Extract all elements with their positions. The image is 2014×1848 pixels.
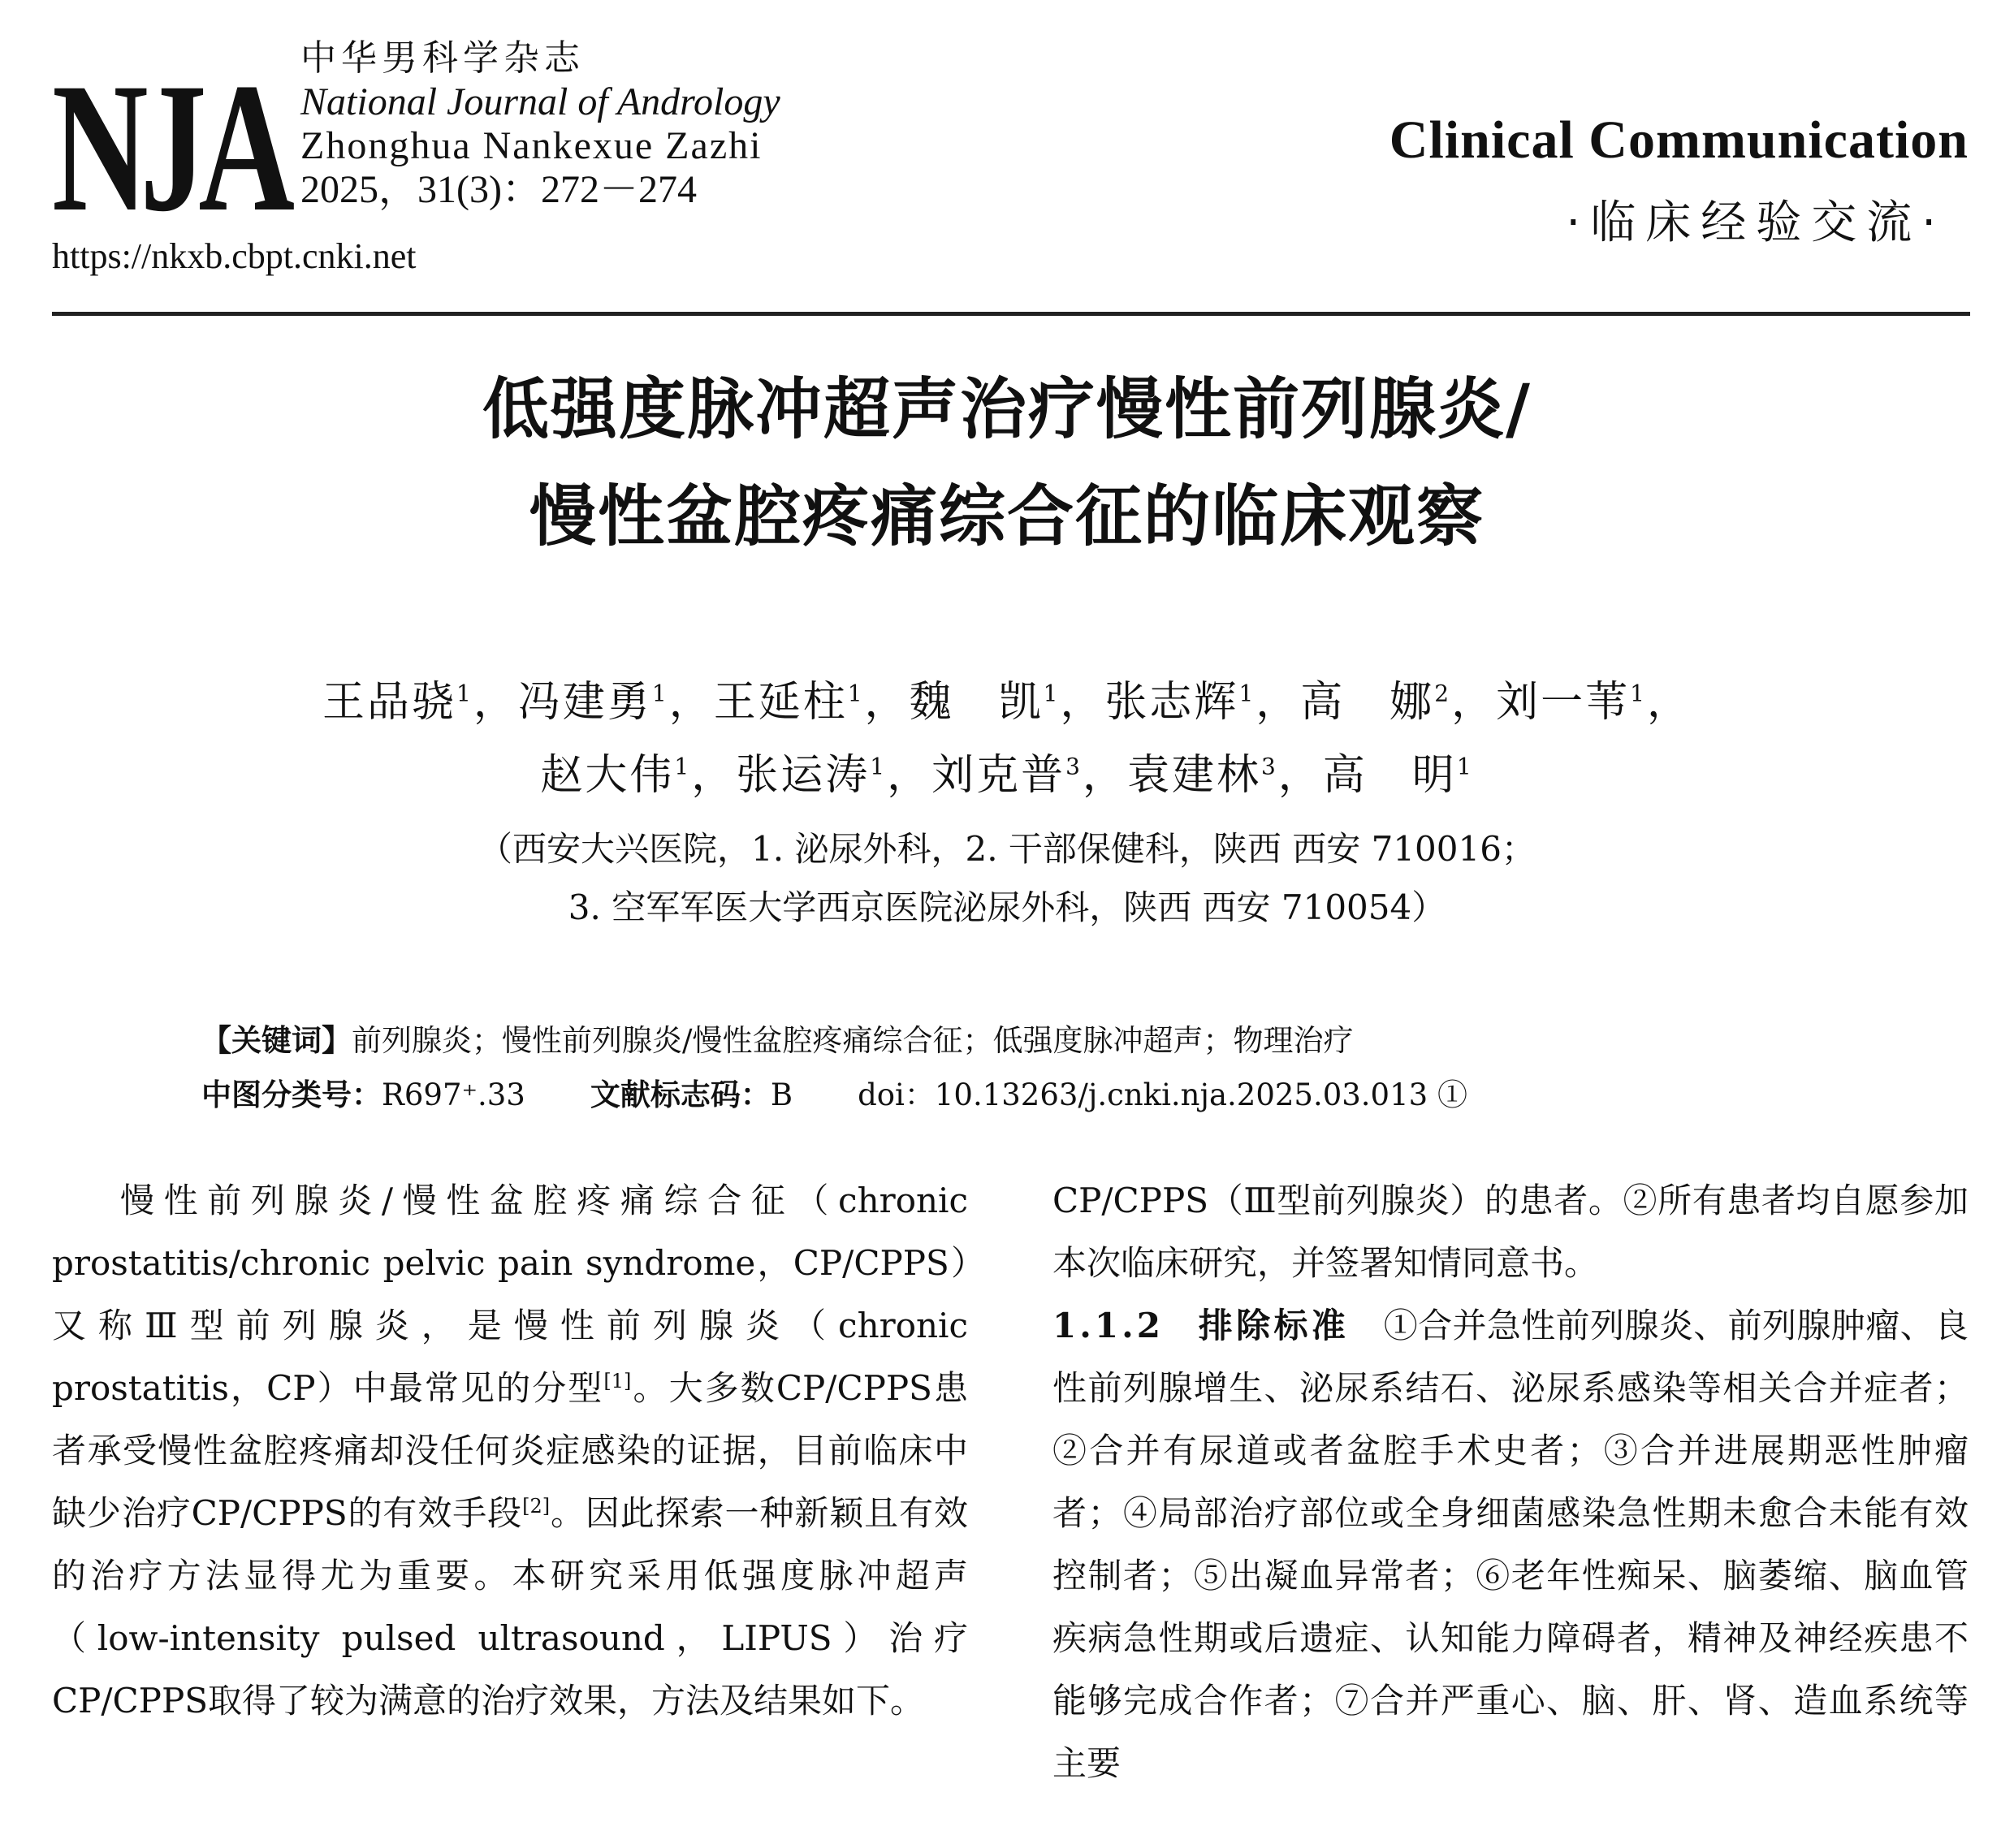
author-separator: ， (1451, 678, 1497, 727)
article-title-line: 低强度脉冲超声治疗慢性前列腺炎/ (482, 370, 1532, 448)
article-metadata (201, 1013, 1467, 1122)
keywords-row (201, 1013, 1467, 1068)
keywords-label: 【关键词】 (201, 1022, 352, 1058)
author-name: 张运涛 (736, 751, 871, 800)
author-affiliation-mark: 1 (1630, 680, 1647, 707)
author-separator: ， (1646, 678, 1692, 727)
clc-value: R697⁺.33 (382, 1077, 525, 1112)
author-name: 赵大伟 (540, 751, 675, 800)
body-text: 慢性前列腺炎/慢性盆腔疼痛综合征（chronic prostatitis/chronic pelvic pain syndrome，CP/CPPS）又称Ⅲ型前列腺炎，是慢性前列腺炎（chronic prostatitis，CP）中最常见的分型 (52, 1181, 968, 1408)
journal-name-en: National Journal of Andrology (300, 80, 780, 123)
author-name: 魏 凯 (909, 678, 1044, 727)
journal-issue: 2025，31(3)：272－274 (300, 168, 697, 211)
author-name: 王延柱 (713, 678, 848, 727)
header-divider (52, 312, 1970, 316)
author-name: 王品骁 (322, 678, 456, 727)
journal-masthead (52, 32, 1969, 325)
author-affiliation-mark: 3 (1260, 753, 1278, 780)
body-text: ①合并急性前列腺炎、前列腺肿瘤、良性前列腺增生、泌尿系结石、泌尿系感染等相关合并症者；②合并有尿道或者盆腔手术史者；③合并进展期恶性肿瘤者；④局部治疗部位或全身细菌感染急性期未愈合未能有效控制者；⑤出凝血异常者；⑥老年性痴呆、脑萎缩、脑血管疾病急性期或后遗症、认知能力障碍者，精神及神经疾患不能够完成合作者；⑦合并严重心、脑、肝、肾、造血系统等主要 (1052, 1306, 1969, 1783)
keywords-text: 前列腺炎；慢性前列腺炎/慢性盆腔疼痛综合征；低强度脉冲超声；物理治疗 (352, 1023, 1354, 1058)
subsection-title: 排除标准 (1198, 1306, 1350, 1345)
section-title-en: Clinical Communication (1389, 110, 1969, 170)
body-paragraph: CP/CPPS（Ⅲ型前列腺炎）的患者。②所有患者均自愿参加本次临床研究，并签署知情同意书。 (1052, 1181, 1969, 1283)
subsection-number: 1.1.2 (1052, 1306, 1164, 1345)
body-paragraph (52, 1169, 968, 1732)
doi-value[interactable]: 10.13263/j.cnki.nja.2025.03.013 ① (934, 1077, 1467, 1112)
doi-label: doi： (858, 1077, 935, 1112)
author-separator: ， (1060, 678, 1105, 727)
journal-info (300, 37, 780, 211)
author-name: 张志辉 (1104, 678, 1239, 727)
journal-logo: NJA (52, 45, 287, 250)
author-line (0, 739, 2014, 812)
author-name: 刘一苇 (1496, 678, 1631, 727)
clc-label: 中图分类号： (201, 1077, 382, 1112)
author-separator: ， (887, 751, 932, 800)
author-affiliation-mark: 1 (651, 680, 669, 707)
article-title (0, 356, 2014, 570)
journal-url[interactable]: https://nkxb.cbpt.cnki.net (52, 236, 417, 276)
author-affiliation-mark: 3 (1065, 753, 1083, 780)
author-name: 刘克普 (931, 751, 1066, 800)
affiliation-line: 3. 空军军医大学西京医院泌尿外科，陕西 西安 710054） (568, 887, 1446, 927)
doc-code-value: B (770, 1077, 793, 1112)
body-text: 。大多数CP/CPPS患者承受慢性盆腔疼痛却没任何炎症感染的证据，目前临床中缺少治疗CP/CPPS的有效手段 (52, 1368, 968, 1533)
author-separator: ， (864, 678, 910, 727)
citation-ref[interactable]: [2] (522, 1495, 551, 1518)
journal-name-cn: 中华男科学杂志 (300, 37, 585, 79)
author-list (0, 666, 2014, 812)
doc-code-label: 文献标志码： (590, 1077, 771, 1112)
body-text: 。因此探索一种新颖且有效的治疗方法显得尤为重要。本研究采用低强度脉冲超声（low-intensity pulsed ultrasound，LIPUS）治疗CP/CPPS取得了较为满意的治疗效果，方法及结果如下。 (52, 1493, 968, 1721)
author-separator: ， (1277, 751, 1323, 800)
author-separator: ， (668, 678, 714, 727)
citation-ref[interactable]: [1] (603, 1370, 632, 1392)
body-column-right (1052, 1169, 1969, 1794)
author-separator: ， (473, 678, 518, 727)
author-affiliation-mark: 2 (1434, 680, 1452, 707)
author-separator: ， (1256, 678, 1301, 727)
author-name: 袁建林 (1126, 751, 1261, 800)
author-affiliation-mark: 1 (456, 680, 473, 707)
author-affiliation-mark: 1 (674, 753, 692, 780)
body-paragraph (1052, 1294, 1969, 1794)
author-affiliation-mark: 1 (1456, 753, 1474, 780)
author-name: 高 娜 (1300, 678, 1435, 727)
author-affiliation-mark: 1 (1043, 680, 1061, 707)
affiliation-line: （西安大兴医院，1. 泌尿外科，2. 干部保健科，陕西 西安 710016； (478, 829, 1536, 869)
affiliations (0, 820, 2014, 937)
author-separator: ， (1082, 751, 1127, 800)
author-separator: ， (691, 751, 737, 800)
section-title-cn: ·临床经验交流· (1566, 196, 1946, 249)
author-name: 高 明 (1322, 751, 1457, 800)
author-affiliation-mark: 1 (870, 753, 888, 780)
author-name: 冯建勇 (517, 678, 652, 727)
classification-row (201, 1068, 1467, 1122)
author-line (0, 666, 2014, 739)
author-affiliation-mark: 1 (847, 680, 865, 707)
body-column-left (52, 1169, 968, 1732)
author-affiliation-mark: 1 (1238, 680, 1256, 707)
article-title-line: 慢性盆腔疼痛综合征的临床观察 (529, 477, 1485, 555)
journal-name-pinyin: Zhonghua Nankexue Zazhi (300, 124, 763, 167)
